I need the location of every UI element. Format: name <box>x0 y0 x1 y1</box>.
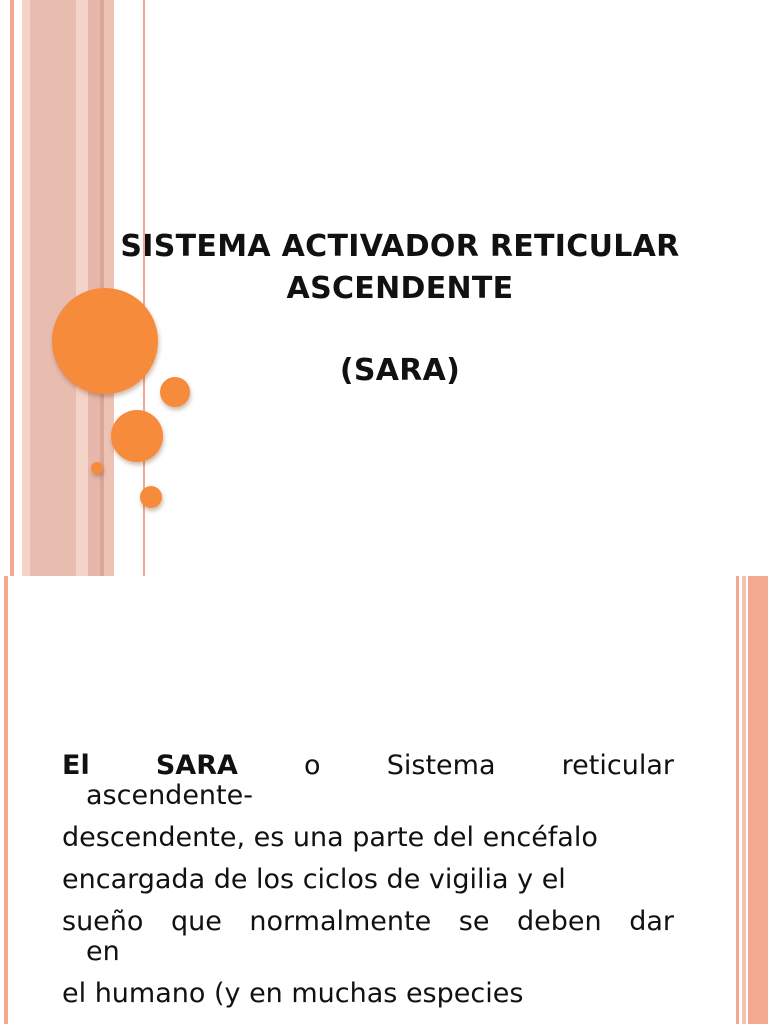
decor-stripe <box>10 0 14 576</box>
body-text <box>62 748 674 1018</box>
title-abbreviation: (SARA) <box>339 353 461 388</box>
slide-title <box>60 226 740 392</box>
decor-stripe <box>4 576 8 1024</box>
decor-circle <box>111 410 163 462</box>
decor-stripe <box>22 0 30 576</box>
text-line: el humano (y en muchas especies <box>62 978 524 1009</box>
decor-stripe <box>748 576 768 1024</box>
text-line: sueño que normalmente se deben dar <box>62 906 674 937</box>
text-line: descendente, es una parte del encéfalo <box>62 822 598 853</box>
text-line: El SARA o Sistema reticular <box>62 750 674 781</box>
decor-circle <box>91 462 103 474</box>
decor-stripe <box>736 576 739 1024</box>
text-line-continuation: ascendente- <box>86 780 253 811</box>
decor-circle <box>140 486 162 508</box>
decor-stripe <box>742 576 746 1024</box>
text-line: encargada de los ciclos de vigilia y el <box>62 864 566 895</box>
content-slide <box>0 576 768 1024</box>
title-line: ASCENDENTE <box>286 271 514 306</box>
title-line: SISTEMA ACTIVADOR RETICULAR <box>120 229 680 264</box>
text-line-continuation: en <box>86 936 120 967</box>
